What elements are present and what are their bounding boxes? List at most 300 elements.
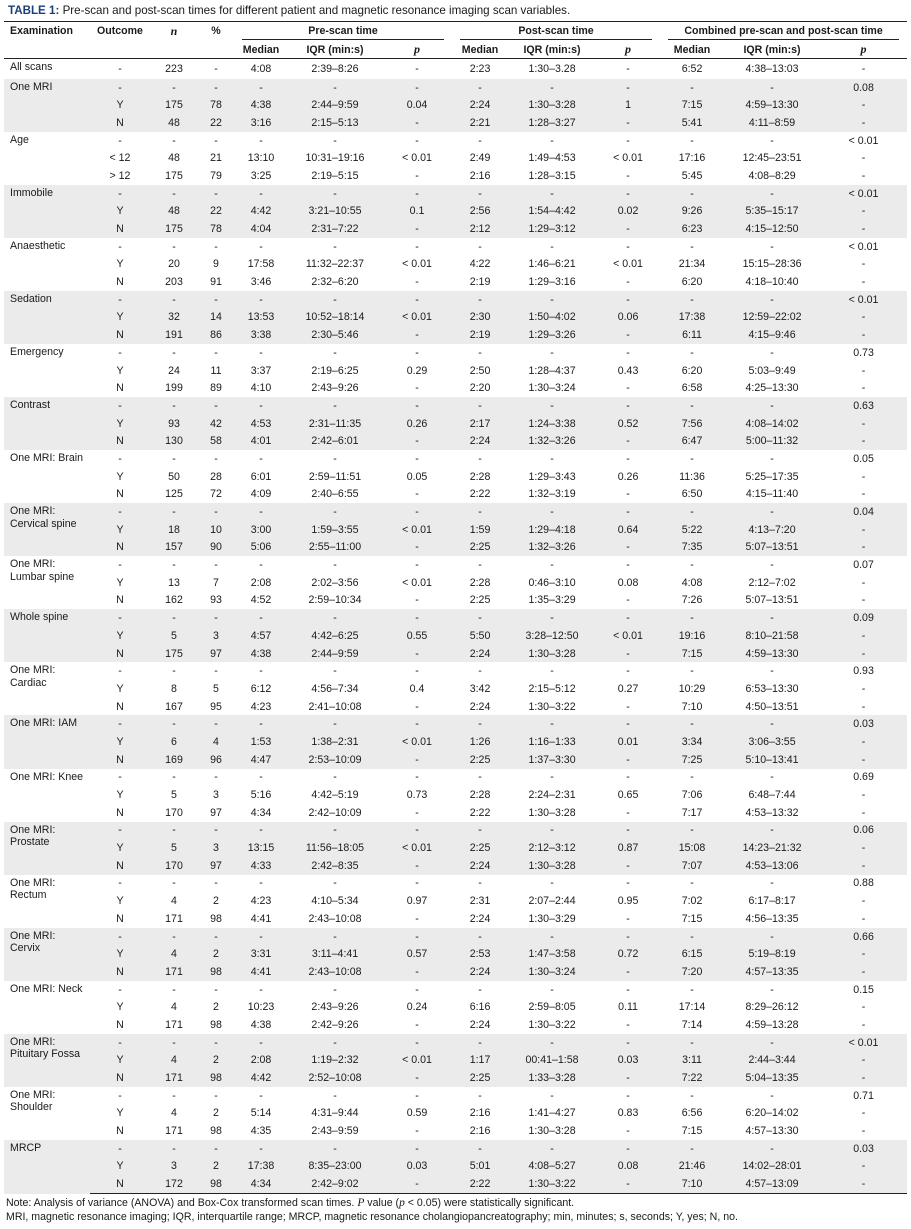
table-row <box>4 1105 907 1123</box>
cell-post-iqr: - <box>550 983 554 996</box>
cell-post-iqr: 1:30–3:22 <box>528 700 576 713</box>
cell-pre-iqr: 4:31–9:44 <box>311 1107 359 1120</box>
cell-post-median: 3:42 <box>469 682 491 695</box>
cell-combined-p: - <box>861 62 866 75</box>
cell-post-median: 2:49 <box>469 152 491 165</box>
cell-pre-p: - <box>415 1089 419 1102</box>
cell-combined-p: 0.93 <box>853 665 874 678</box>
cell-percent: 2 <box>198 1158 234 1176</box>
cell-post-p: 0.83 <box>617 1107 639 1120</box>
cell-n: - <box>172 665 176 678</box>
cell-post-p: - <box>626 1089 630 1102</box>
cell-pre-median: - <box>234 79 288 97</box>
cell-post-p: - <box>596 114 660 132</box>
cell-post-median: 2:25 <box>452 539 508 557</box>
cell-combined-iqr: 14:23–21:32 <box>724 839 820 857</box>
cell-n: 3 <box>150 1158 198 1176</box>
cell-percent: 22 <box>198 203 234 221</box>
cell-n: 13 <box>168 576 180 589</box>
cell-pre-p: < 0.01 <box>382 521 452 539</box>
cell-combined-iqr: - <box>724 79 820 97</box>
cell-pre-iqr: 3:11–4:41 <box>288 945 382 963</box>
cell-pre-p: < 0.01 <box>382 839 452 857</box>
cell-pre-median: 4:01 <box>234 432 288 450</box>
cell-pre-median: 2:08 <box>234 1052 288 1070</box>
cell-pre-median: 1:53 <box>234 733 288 751</box>
cell-combined-iqr: - <box>770 877 774 890</box>
cell-post-iqr: 1:35–3:29 <box>528 594 576 607</box>
examination-label: One MRI: Pituitary Fossa <box>4 1034 90 1087</box>
cell-pre-iqr: 2:19–5:15 <box>311 169 359 182</box>
cell-n: 20 <box>168 258 180 271</box>
cell-pre-p: - <box>382 432 452 450</box>
cell-outcome: > 12 <box>109 169 131 182</box>
cell-outcome: N <box>90 1175 150 1193</box>
cell-post-p: 1 <box>596 96 660 114</box>
table-row <box>4 397 907 415</box>
cell-combined-p: - <box>861 152 866 165</box>
cell-pre-median: 3:00 <box>234 521 288 539</box>
cell-combined-median: 21:46 <box>660 1158 724 1176</box>
cell-post-iqr: - <box>508 822 596 840</box>
cell-pre-median: 5:14 <box>250 1107 272 1120</box>
table-row <box>4 751 907 769</box>
cell-combined-p: - <box>861 789 866 802</box>
cell-outcome: N <box>116 276 124 289</box>
cell-combined-iqr: 4:08–14:02 <box>724 415 820 433</box>
cell-combined-median: 21:34 <box>678 258 706 271</box>
cell-post-median: 2:56 <box>452 203 508 221</box>
cell-percent: 97 <box>198 857 234 875</box>
cell-combined-iqr: 2:44–3:44 <box>724 1052 820 1070</box>
cell-combined-iqr: - <box>770 1089 774 1102</box>
cell-post-median: 2:24 <box>469 700 491 713</box>
table-row <box>4 167 907 185</box>
cell-post-p: 0.95 <box>617 895 639 908</box>
cell-combined-p: - <box>861 1125 866 1138</box>
cell-post-iqr: 1:28–4:37 <box>528 364 576 377</box>
cell-post-p: - <box>596 185 660 203</box>
cell-combined-median: - <box>660 1034 724 1052</box>
caption-text: Pre-scan and post-scan times for different patient and magnetic resonance imaging scan variables. <box>62 4 571 17</box>
cell-pre-iqr: 2:43–9:26 <box>311 382 359 395</box>
cell-pre-iqr: 2:53–10:09 <box>288 751 382 769</box>
cell-combined-iqr: 5:04–13:35 <box>724 1069 820 1087</box>
cell-combined-p: - <box>861 258 866 271</box>
cell-n: - <box>172 1089 176 1102</box>
cell-percent: 98 <box>198 1175 234 1193</box>
cell-post-iqr: 1:37–3:30 <box>508 751 596 769</box>
cell-combined-p: 0.66 <box>820 928 907 946</box>
cell-n: - <box>150 1034 198 1052</box>
cell-combined-median: - <box>690 1089 694 1102</box>
cell-outcome: - <box>90 397 150 415</box>
cell-post-median: - <box>452 291 508 309</box>
header-n: n <box>170 24 178 38</box>
cell-combined-p: - <box>820 857 907 875</box>
cell-pre-median: 4:34 <box>250 806 272 819</box>
cell-combined-p: - <box>820 751 907 769</box>
cell-post-iqr: 0:46–3:10 <box>528 576 576 589</box>
cell-pre-median: 4:42 <box>234 1069 288 1087</box>
cell-n: 203 <box>165 276 183 289</box>
cell-n: - <box>150 822 198 840</box>
cell-combined-median: 7:56 <box>660 415 724 433</box>
cell-combined-iqr: - <box>724 291 820 309</box>
cell-pre-median: 3:38 <box>234 326 288 344</box>
table-row <box>4 662 907 680</box>
table-row <box>4 415 907 433</box>
cell-combined-median: 17:38 <box>660 309 724 327</box>
cell-pre-median: 13:53 <box>234 309 288 327</box>
cell-post-median: 2:25 <box>452 751 508 769</box>
cell-combined-iqr: - <box>770 346 774 359</box>
cell-pre-iqr: 2:19–6:25 <box>311 364 359 377</box>
cell-pre-p: - <box>382 1034 452 1052</box>
cell-pre-p: - <box>382 185 452 203</box>
examination-label: One MRI: Brain <box>10 452 84 465</box>
cell-percent: 97 <box>210 806 222 819</box>
cell-outcome: - <box>118 346 122 359</box>
cell-combined-p: - <box>861 364 866 377</box>
cell-pre-median: - <box>259 983 263 996</box>
cell-post-iqr: 1:49–4:53 <box>528 152 576 165</box>
cell-percent: - <box>214 134 218 147</box>
table-row <box>4 326 907 344</box>
cell-post-iqr: - <box>508 715 596 733</box>
cell-outcome: Y <box>90 521 150 539</box>
cell-outcome: - <box>90 928 150 946</box>
cell-combined-median: - <box>690 877 694 890</box>
cell-post-p: - <box>626 452 630 465</box>
cell-outcome: Y <box>116 895 124 908</box>
cell-n: - <box>150 79 198 97</box>
cell-pre-iqr: 4:42–6:25 <box>288 627 382 645</box>
cell-outcome: N <box>90 751 150 769</box>
cell-post-median: - <box>478 877 482 890</box>
subheader-iqr: IQR (min:s) <box>508 41 596 59</box>
cell-combined-median: 7:25 <box>660 751 724 769</box>
cell-combined-iqr: 8:10–21:58 <box>724 627 820 645</box>
cell-outcome: N <box>90 432 150 450</box>
cell-post-iqr: 1:29–3:43 <box>528 470 576 483</box>
cell-pre-iqr: 2:59–11:51 <box>308 470 362 483</box>
cell-pre-p: 0.03 <box>382 1158 452 1176</box>
cell-percent: 78 <box>198 96 234 114</box>
cell-pre-iqr: - <box>288 397 382 415</box>
cell-post-median: - <box>452 503 508 521</box>
subheader-iqr: IQR (min:s) <box>724 41 820 59</box>
cell-pre-iqr: 1:19–2:32 <box>288 1052 382 1070</box>
cell-outcome: N <box>116 700 124 713</box>
cell-combined-p: - <box>861 1001 866 1014</box>
cell-pre-median: - <box>234 185 288 203</box>
cell-pre-p: - <box>415 912 419 925</box>
cell-combined-median: 7:15 <box>660 96 724 114</box>
cell-combined-iqr: 4:53–13:06 <box>724 857 820 875</box>
cell-post-median: 2:24 <box>469 1018 491 1031</box>
cell-n: 5 <box>150 627 198 645</box>
cell-pre-p: - <box>415 1125 419 1138</box>
cell-combined-median: 7:15 <box>681 912 703 925</box>
cell-pre-median: 4:38 <box>250 1018 272 1031</box>
cell-pre-iqr: - <box>333 665 337 678</box>
cell-percent: - <box>214 665 218 678</box>
examination-label: Anaesthetic <box>10 239 66 252</box>
cell-pre-p: < 0.01 <box>402 258 432 271</box>
cell-pre-iqr: 2:43–9:26 <box>311 1001 359 1014</box>
cell-combined-median: 7:22 <box>660 1069 724 1087</box>
cell-combined-median: 7:10 <box>660 1175 724 1193</box>
cell-combined-iqr: - <box>724 1140 820 1158</box>
cell-outcome: Y <box>90 1052 150 1070</box>
cell-post-p: 0.64 <box>596 521 660 539</box>
cell-outcome: < 12 <box>109 152 131 165</box>
cell-combined-iqr: 4:53–13:32 <box>745 806 799 819</box>
cell-n: - <box>150 1140 198 1158</box>
cell-combined-p: - <box>820 963 907 981</box>
table-row <box>4 132 907 150</box>
cell-n: - <box>172 559 176 572</box>
cell-pre-iqr: - <box>333 1089 337 1102</box>
cell-post-iqr: 1:33–3:28 <box>508 1069 596 1087</box>
cell-combined-iqr: - <box>724 928 820 946</box>
table-row <box>4 362 907 380</box>
cell-pre-median: 2:08 <box>250 576 272 589</box>
cell-post-median: 2:28 <box>469 789 491 802</box>
cell-post-median: 2:24 <box>452 432 508 450</box>
cell-post-median: 1:26 <box>452 733 508 751</box>
cell-outcome: Y <box>116 364 124 377</box>
cell-post-iqr: - <box>550 771 554 784</box>
table-row <box>4 680 907 698</box>
cell-combined-p: 0.63 <box>820 397 907 415</box>
cell-pre-median: - <box>259 134 263 147</box>
cell-combined-median: 6:47 <box>660 432 724 450</box>
cell-post-median: 2:12 <box>452 220 508 238</box>
cell-pre-p: - <box>382 928 452 946</box>
cell-post-iqr: - <box>550 346 554 359</box>
cell-percent: 3 <box>198 627 234 645</box>
cell-combined-median: - <box>690 771 694 784</box>
cell-n: - <box>172 877 176 890</box>
cell-pre-median: 4:41 <box>234 963 288 981</box>
cell-post-p: - <box>626 1018 630 1031</box>
cell-post-iqr: 1:28–3:27 <box>508 114 596 132</box>
cell-post-p: - <box>596 928 660 946</box>
cell-post-iqr: - <box>550 877 554 890</box>
table-row <box>4 645 907 663</box>
cell-post-p: 0.11 <box>618 1001 638 1014</box>
cell-pre-p: - <box>415 700 419 713</box>
table-row <box>4 309 907 327</box>
cell-combined-p: 0.71 <box>853 1089 874 1102</box>
cell-n: - <box>150 503 198 521</box>
cell-pre-median: 3:37 <box>250 364 272 377</box>
cell-pre-median: 10:23 <box>247 1001 275 1014</box>
cell-pre-iqr: 2:42–9:02 <box>288 1175 382 1193</box>
cell-percent: 78 <box>198 220 234 238</box>
cell-combined-iqr: 4:57–13:35 <box>724 963 820 981</box>
table-row <box>4 1175 907 1193</box>
cell-combined-p: - <box>861 169 866 182</box>
cell-outcome: Y <box>116 1001 124 1014</box>
cell-outcome: N <box>90 114 150 132</box>
cell-percent: - <box>198 291 234 309</box>
cell-post-median: - <box>478 452 482 465</box>
cell-pre-iqr: 2:41–10:08 <box>308 700 362 713</box>
cell-combined-p: 0.15 <box>853 983 874 996</box>
cell-post-iqr: - <box>508 397 596 415</box>
cell-outcome: Y <box>90 96 150 114</box>
table-caption: TABLE 1: Pre-scan and post-scan times for different patient and magnetic resonance imaging scan variables. <box>8 4 571 17</box>
cell-combined-iqr: 4:59–13:28 <box>745 1018 799 1031</box>
cell-n: - <box>150 928 198 946</box>
cell-post-p: - <box>626 559 630 572</box>
cell-post-p: 0.52 <box>596 415 660 433</box>
cell-combined-p: - <box>820 539 907 557</box>
header-combined: Combined pre-scan and post-scan time <box>668 24 899 40</box>
table-notes <box>6 1197 907 1225</box>
cell-pre-iqr: 2:15–5:13 <box>288 114 382 132</box>
cell-outcome: Y <box>90 415 150 433</box>
cell-pre-median: - <box>259 665 263 678</box>
cell-combined-p: - <box>820 203 907 221</box>
cell-n: 171 <box>150 1069 198 1087</box>
cell-pre-p: < 0.01 <box>382 309 452 327</box>
cell-n: 48 <box>168 152 180 165</box>
cell-pre-iqr: - <box>333 452 337 465</box>
cell-post-iqr: 2:24–2:31 <box>528 789 576 802</box>
cell-pre-iqr: 2:31–11:35 <box>288 415 382 433</box>
cell-post-p: - <box>596 1069 660 1087</box>
cell-post-p: - <box>626 665 630 678</box>
cell-pre-median: - <box>234 397 288 415</box>
cell-post-iqr: - <box>550 240 554 253</box>
table-row <box>4 963 907 981</box>
cell-post-iqr: 1:47–3:58 <box>508 945 596 963</box>
cell-percent: 28 <box>210 470 222 483</box>
cell-pre-p: - <box>382 963 452 981</box>
cell-combined-p: 0.09 <box>820 609 907 627</box>
cell-pre-median: 4:04 <box>234 220 288 238</box>
cell-pre-p: 0.97 <box>406 895 428 908</box>
cell-post-p: - <box>626 276 630 289</box>
caption-label: TABLE 1 <box>8 4 56 17</box>
cell-percent: 21 <box>210 152 222 165</box>
cell-percent: 98 <box>198 963 234 981</box>
cell-combined-iqr: 6:48–7:44 <box>748 789 796 802</box>
cell-combined-iqr: 4:08–8:29 <box>748 169 796 182</box>
cell-post-p: - <box>626 912 630 925</box>
cell-combined-median: 7:14 <box>681 1018 703 1031</box>
header-post-scan: Post-scan time <box>460 24 652 40</box>
cell-pre-iqr: 2:30–5:46 <box>288 326 382 344</box>
cell-pre-p: - <box>415 452 419 465</box>
cell-outcome: Y <box>90 203 150 221</box>
cell-combined-iqr: 12:45–23:51 <box>742 152 802 165</box>
examination-label: One MRI: Cervical spine <box>4 503 90 556</box>
cell-post-median: - <box>452 1140 508 1158</box>
cell-pre-median: 4:52 <box>250 594 272 607</box>
cell-pre-p: 0.05 <box>406 470 428 483</box>
cell-pre-p: 0.57 <box>382 945 452 963</box>
cell-post-median: 1:17 <box>452 1052 508 1070</box>
cell-outcome: N <box>116 1018 124 1031</box>
cell-post-iqr: - <box>550 665 554 678</box>
table-row <box>4 804 907 822</box>
cell-combined-iqr: 5:35–15:17 <box>724 203 820 221</box>
table-row <box>4 839 907 857</box>
examination-label: Age <box>10 133 29 146</box>
cell-combined-median: 7:06 <box>681 789 703 802</box>
cell-combined-median: - <box>690 665 694 678</box>
cell-combined-median: 9:26 <box>660 203 724 221</box>
cell-post-median: - <box>478 346 482 359</box>
cell-post-p: 0.08 <box>596 1158 660 1176</box>
cell-outcome: - <box>118 452 122 465</box>
cell-post-p: < 0.01 <box>613 152 643 165</box>
cell-pre-median: - <box>234 609 288 627</box>
cell-post-p: - <box>596 857 660 875</box>
cell-outcome: N <box>116 912 124 925</box>
cell-percent: 93 <box>210 594 222 607</box>
cell-pre-iqr: 2:42–10:09 <box>308 806 362 819</box>
cell-pre-iqr: 2:42–8:35 <box>288 857 382 875</box>
cell-combined-p: - <box>861 682 866 695</box>
cell-pre-median: 4:53 <box>234 415 288 433</box>
cell-post-median: 2:22 <box>469 488 491 501</box>
cell-n: 130 <box>150 432 198 450</box>
cell-combined-p: 0.05 <box>853 452 874 465</box>
cell-post-median: 5:01 <box>452 1158 508 1176</box>
cell-percent: 2 <box>198 1052 234 1070</box>
cell-post-iqr: 1:16–1:33 <box>508 733 596 751</box>
table-row <box>4 220 907 238</box>
examination-label: All scans <box>10 61 53 73</box>
cell-n: 171 <box>165 1018 183 1031</box>
cell-post-iqr: 1:28–3:15 <box>528 169 576 182</box>
cell-percent: 98 <box>210 1018 222 1031</box>
cell-combined-p: - <box>820 945 907 963</box>
cell-pre-median: 3:31 <box>234 945 288 963</box>
table-row <box>4 627 907 645</box>
cell-pre-median: - <box>259 559 263 572</box>
cell-outcome: Y <box>90 1158 150 1176</box>
cell-outcome: - <box>118 877 122 890</box>
cell-post-median: 2:16 <box>469 1125 491 1138</box>
cell-post-median: 2:31 <box>469 895 491 908</box>
examination-label: One MRI: Shoulder <box>10 1088 56 1114</box>
cell-post-median: 2:20 <box>469 382 491 395</box>
cell-outcome: Y <box>116 576 124 589</box>
cell-n: 32 <box>150 309 198 327</box>
cell-post-median: - <box>478 240 482 253</box>
cell-combined-iqr: 5:03–9:49 <box>748 364 796 377</box>
cell-combined-iqr: - <box>770 134 774 147</box>
cell-post-p: - <box>596 1175 660 1193</box>
cell-combined-iqr: 4:11–8:59 <box>724 114 820 132</box>
cell-combined-iqr: 15:15–28:36 <box>742 258 802 271</box>
examination-label: One MRI: Cardiac <box>10 664 56 689</box>
cell-combined-p: - <box>861 1018 866 1031</box>
cell-pre-p: - <box>382 114 452 132</box>
cell-combined-p: 0.04 <box>820 503 907 521</box>
cell-post-median: - <box>478 771 482 784</box>
cell-post-median: 2:22 <box>469 806 491 819</box>
table-row <box>4 59 907 79</box>
cell-post-median: - <box>452 1034 508 1052</box>
